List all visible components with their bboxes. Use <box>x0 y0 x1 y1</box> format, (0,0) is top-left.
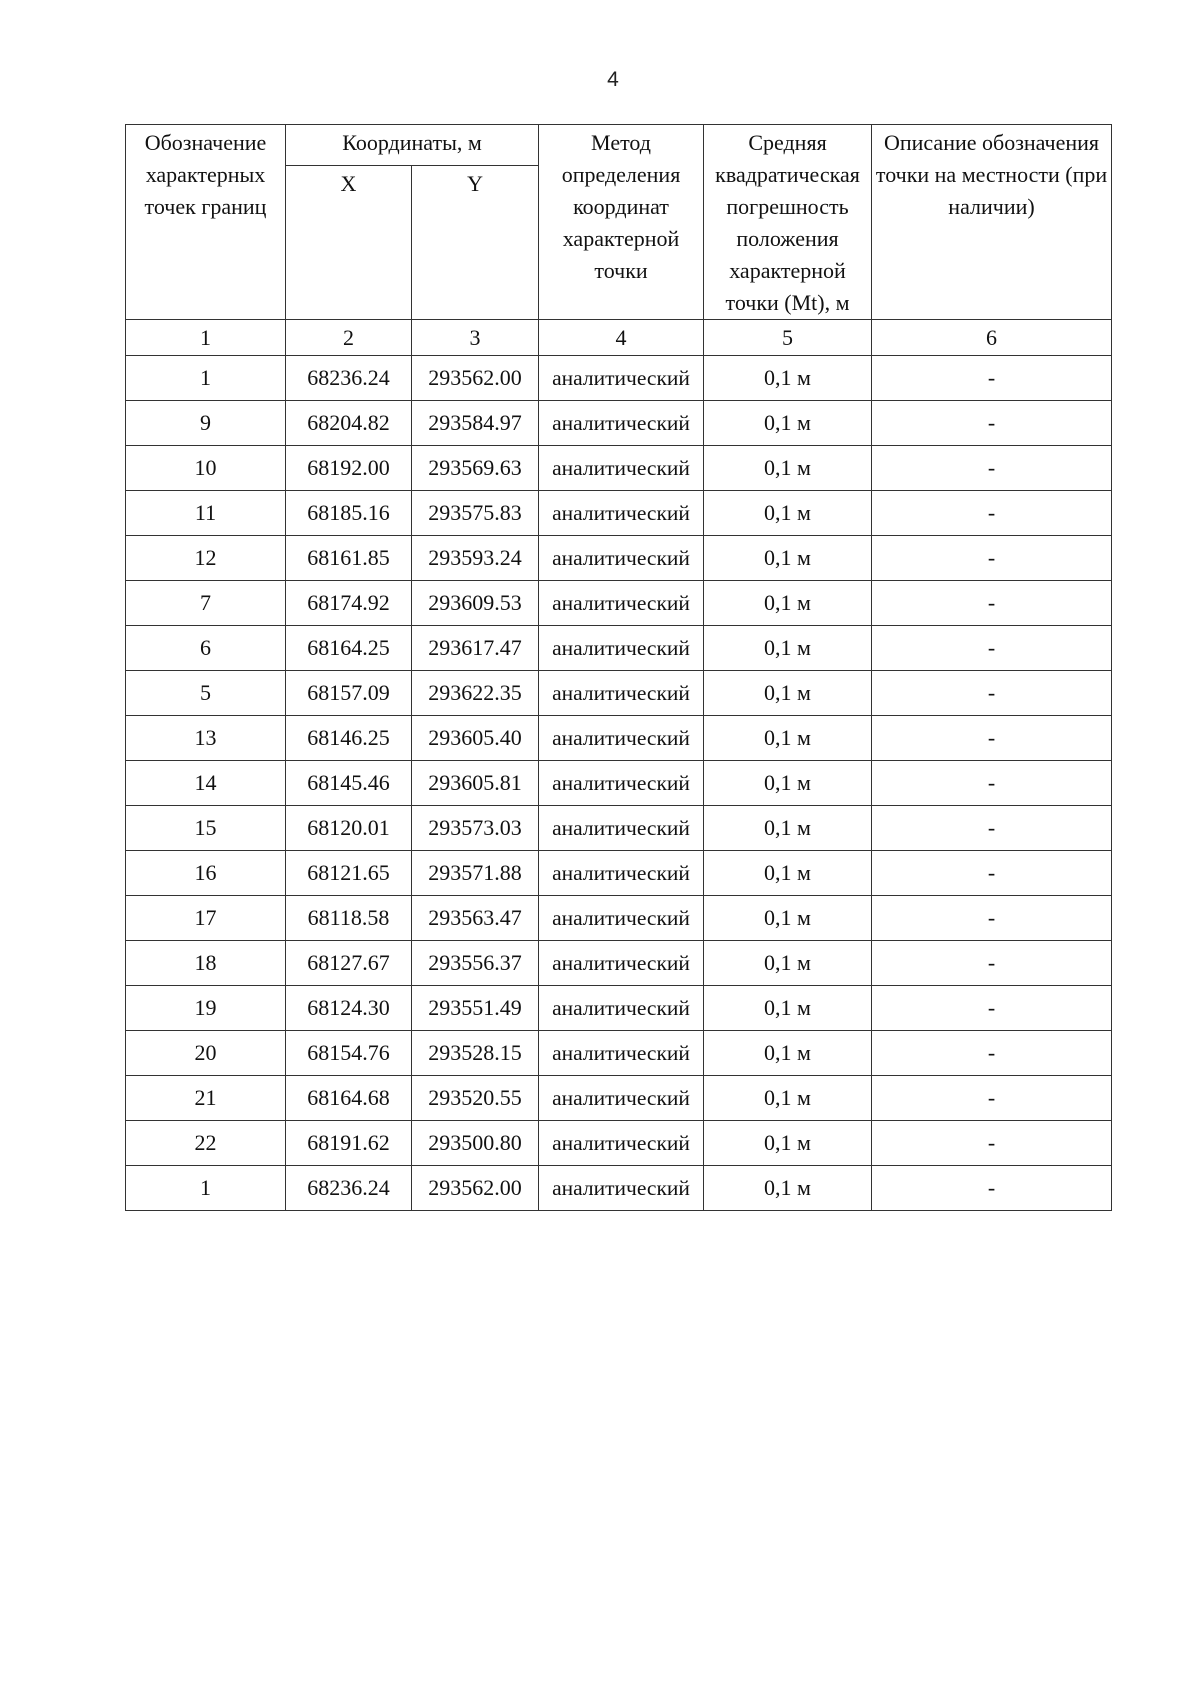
cell-description: - <box>872 716 1112 761</box>
table-row <box>126 491 1112 536</box>
cell-point: 16 <box>126 851 286 896</box>
cell-y: 293605.81 <box>412 761 539 806</box>
cell-method: аналитический <box>539 806 704 851</box>
cell-x: 68120.01 <box>286 806 412 851</box>
cell-point: 1 <box>126 1166 286 1211</box>
cell-description: - <box>872 1031 1112 1076</box>
cell-description: - <box>872 1076 1112 1121</box>
cell-y: 293617.47 <box>412 626 539 671</box>
cell-description: - <box>872 806 1112 851</box>
table-row <box>126 581 1112 626</box>
table-row <box>126 1031 1112 1076</box>
cell-y: 293556.37 <box>412 941 539 986</box>
cell-point: 6 <box>126 626 286 671</box>
cell-description: - <box>872 986 1112 1031</box>
cell-point: 15 <box>126 806 286 851</box>
cell-x: 68118.58 <box>286 896 412 941</box>
cell-description: - <box>872 446 1112 491</box>
cell-point: 21 <box>126 1076 286 1121</box>
cell-point: 18 <box>126 941 286 986</box>
cell-x: 68124.30 <box>286 986 412 1031</box>
cell-x: 68192.00 <box>286 446 412 491</box>
cell-method: аналитический <box>539 896 704 941</box>
cell-x: 68154.76 <box>286 1031 412 1076</box>
table-header-row <box>126 125 1112 166</box>
table-row <box>126 761 1112 806</box>
cell-error: 0,1 м <box>704 356 872 401</box>
cell-method: аналитический <box>539 626 704 671</box>
cell-method: аналитический <box>539 536 704 581</box>
table-row <box>126 941 1112 986</box>
cell-y: 293573.03 <box>412 806 539 851</box>
cell-y: 293622.35 <box>412 671 539 716</box>
cell-point: 17 <box>126 896 286 941</box>
cell-x: 68164.68 <box>286 1076 412 1121</box>
table-row <box>126 536 1112 581</box>
cell-error: 0,1 м <box>704 896 872 941</box>
cell-y: 293569.63 <box>412 446 539 491</box>
cell-method: аналитический <box>539 446 704 491</box>
cell-x: 68185.16 <box>286 491 412 536</box>
cell-error: 0,1 м <box>704 1076 872 1121</box>
cell-error: 0,1 м <box>704 761 872 806</box>
table-row <box>126 1166 1112 1211</box>
cell-point: 13 <box>126 716 286 761</box>
boundary-points-table <box>125 124 1112 1211</box>
cell-method: аналитический <box>539 716 704 761</box>
cell-method: аналитический <box>539 941 704 986</box>
cell-error: 0,1 м <box>704 716 872 761</box>
cell-y: 293500.80 <box>412 1121 539 1166</box>
cell-method: аналитический <box>539 581 704 626</box>
cell-error: 0,1 м <box>704 1121 872 1166</box>
column-number: 1 <box>126 320 286 356</box>
column-number: 4 <box>539 320 704 356</box>
table-row <box>126 446 1112 491</box>
cell-y: 293551.49 <box>412 986 539 1031</box>
cell-point: 1 <box>126 356 286 401</box>
cell-point: 14 <box>126 761 286 806</box>
cell-method: аналитический <box>539 401 704 446</box>
cell-error: 0,1 м <box>704 941 872 986</box>
column-number: 6 <box>872 320 1112 356</box>
table-row <box>126 671 1112 716</box>
cell-y: 293520.55 <box>412 1076 539 1121</box>
cell-error: 0,1 м <box>704 671 872 716</box>
table-row <box>126 851 1112 896</box>
cell-y: 293593.24 <box>412 536 539 581</box>
cell-y: 293571.88 <box>412 851 539 896</box>
cell-method: аналитический <box>539 986 704 1031</box>
cell-description: - <box>872 491 1112 536</box>
column-number: 5 <box>704 320 872 356</box>
cell-method: аналитический <box>539 1121 704 1166</box>
cell-description: - <box>872 1166 1112 1211</box>
cell-x: 68236.24 <box>286 356 412 401</box>
cell-point: 20 <box>126 1031 286 1076</box>
cell-error: 0,1 м <box>704 491 872 536</box>
cell-x: 68236.24 <box>286 1166 412 1211</box>
table-row <box>126 1076 1112 1121</box>
cell-error: 0,1 м <box>704 1031 872 1076</box>
cell-description: - <box>872 401 1112 446</box>
table-row <box>126 986 1112 1031</box>
column-number: 2 <box>286 320 412 356</box>
header-x: X <box>286 166 412 320</box>
cell-point: 19 <box>126 986 286 1031</box>
cell-method: аналитический <box>539 1076 704 1121</box>
cell-method: аналитический <box>539 851 704 896</box>
cell-x: 68146.25 <box>286 716 412 761</box>
cell-point: 10 <box>126 446 286 491</box>
table-row <box>126 626 1112 671</box>
cell-description: - <box>872 941 1112 986</box>
cell-description: - <box>872 581 1112 626</box>
cell-description: - <box>872 536 1112 581</box>
cell-y: 293562.00 <box>412 356 539 401</box>
header-coordinates: Координаты, м <box>286 125 539 166</box>
cell-x: 68204.82 <box>286 401 412 446</box>
cell-y: 293562.00 <box>412 1166 539 1211</box>
cell-x: 68121.65 <box>286 851 412 896</box>
cell-point: 11 <box>126 491 286 536</box>
cell-y: 293609.53 <box>412 581 539 626</box>
cell-error: 0,1 м <box>704 536 872 581</box>
table-row <box>126 401 1112 446</box>
header-y: Y <box>412 166 539 320</box>
table-body <box>126 356 1112 1211</box>
header-method: Метод определения координат характерной точки <box>539 125 704 320</box>
cell-method: аналитический <box>539 761 704 806</box>
cell-method: аналитический <box>539 1031 704 1076</box>
cell-error: 0,1 м <box>704 1166 872 1211</box>
cell-y: 293575.83 <box>412 491 539 536</box>
table-row <box>126 1121 1112 1166</box>
header-description: Описание обозначения точки на местности (при наличии) <box>872 125 1112 320</box>
table-row <box>126 716 1112 761</box>
cell-y: 293563.47 <box>412 896 539 941</box>
cell-error: 0,1 м <box>704 851 872 896</box>
cell-y: 293605.40 <box>412 716 539 761</box>
cell-point: 12 <box>126 536 286 581</box>
cell-y: 293528.15 <box>412 1031 539 1076</box>
page-number: 4 <box>607 68 619 91</box>
cell-x: 68157.09 <box>286 671 412 716</box>
table-row <box>126 896 1112 941</box>
cell-error: 0,1 м <box>704 626 872 671</box>
cell-point: 22 <box>126 1121 286 1166</box>
cell-description: - <box>872 356 1112 401</box>
cell-y: 293584.97 <box>412 401 539 446</box>
cell-point: 9 <box>126 401 286 446</box>
header-point: Обозначение характерных точек границ <box>126 125 286 320</box>
cell-error: 0,1 м <box>704 401 872 446</box>
table-row <box>126 806 1112 851</box>
cell-description: - <box>872 761 1112 806</box>
cell-point: 7 <box>126 581 286 626</box>
cell-description: - <box>872 626 1112 671</box>
cell-x: 68191.62 <box>286 1121 412 1166</box>
cell-method: аналитический <box>539 491 704 536</box>
header-error: Средняя квадратическая погрешность положения характерной точки (Mt), м <box>704 125 872 320</box>
cell-error: 0,1 м <box>704 446 872 491</box>
cell-description: - <box>872 671 1112 716</box>
cell-x: 68145.46 <box>286 761 412 806</box>
column-number-row <box>126 320 1112 356</box>
cell-error: 0,1 м <box>704 806 872 851</box>
cell-method: аналитический <box>539 671 704 716</box>
cell-description: - <box>872 896 1112 941</box>
cell-x: 68127.67 <box>286 941 412 986</box>
cell-x: 68161.85 <box>286 536 412 581</box>
table-row <box>126 356 1112 401</box>
cell-point: 5 <box>126 671 286 716</box>
cell-x: 68174.92 <box>286 581 412 626</box>
column-number: 3 <box>412 320 539 356</box>
cell-error: 0,1 м <box>704 986 872 1031</box>
cell-method: аналитический <box>539 356 704 401</box>
cell-error: 0,1 м <box>704 581 872 626</box>
cell-x: 68164.25 <box>286 626 412 671</box>
cell-description: - <box>872 1121 1112 1166</box>
cell-method: аналитический <box>539 1166 704 1211</box>
cell-description: - <box>872 851 1112 896</box>
